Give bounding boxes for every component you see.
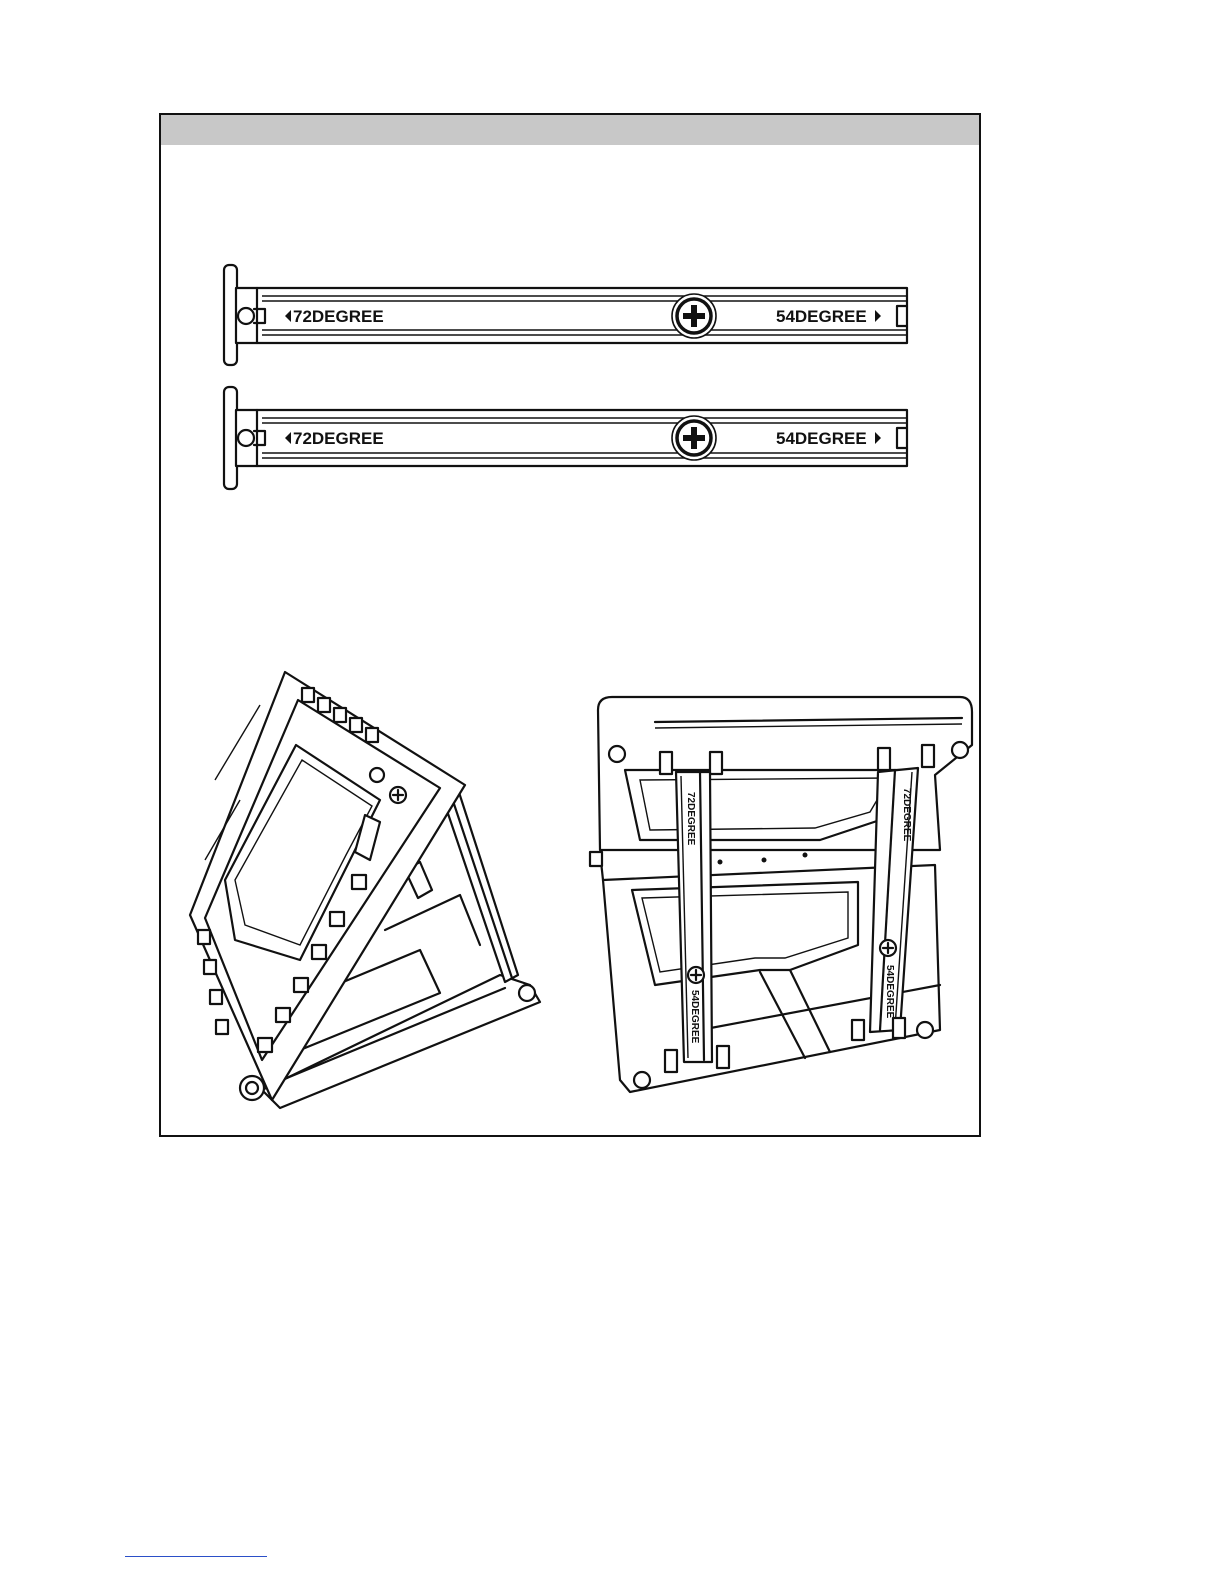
strut-label-72-degree: 72DEGREE <box>901 788 912 842</box>
strut-label-72-degree: 72DEGREE <box>685 792 696 846</box>
screw-icon <box>880 940 896 956</box>
label-54-degree: 54DEGREE <box>776 429 867 448</box>
strut-label-54-degree: 54DEGREE <box>884 965 895 1019</box>
mount-hole-icon <box>238 308 254 324</box>
screw-icon <box>672 416 716 460</box>
footer-link-underline[interactable] <box>125 1556 267 1557</box>
label-54-degree: 54DEGREE <box>776 307 867 326</box>
screw-icon <box>390 787 406 803</box>
mount-hole-icon <box>238 430 254 446</box>
rear-stand-illustration <box>590 697 972 1092</box>
angle-bracket-2 <box>224 387 907 489</box>
hinge-knob-icon <box>240 1076 264 1100</box>
label-72-degree: 72DEGREE <box>293 429 384 448</box>
screw-icon <box>688 967 704 983</box>
tilted-stand-illustration <box>190 672 540 1108</box>
strut-label-54-degree: 54DEGREE <box>689 990 700 1044</box>
label-72-degree: 72DEGREE <box>293 307 384 326</box>
angle-bracket-1 <box>224 265 907 365</box>
screw-icon <box>672 294 716 338</box>
